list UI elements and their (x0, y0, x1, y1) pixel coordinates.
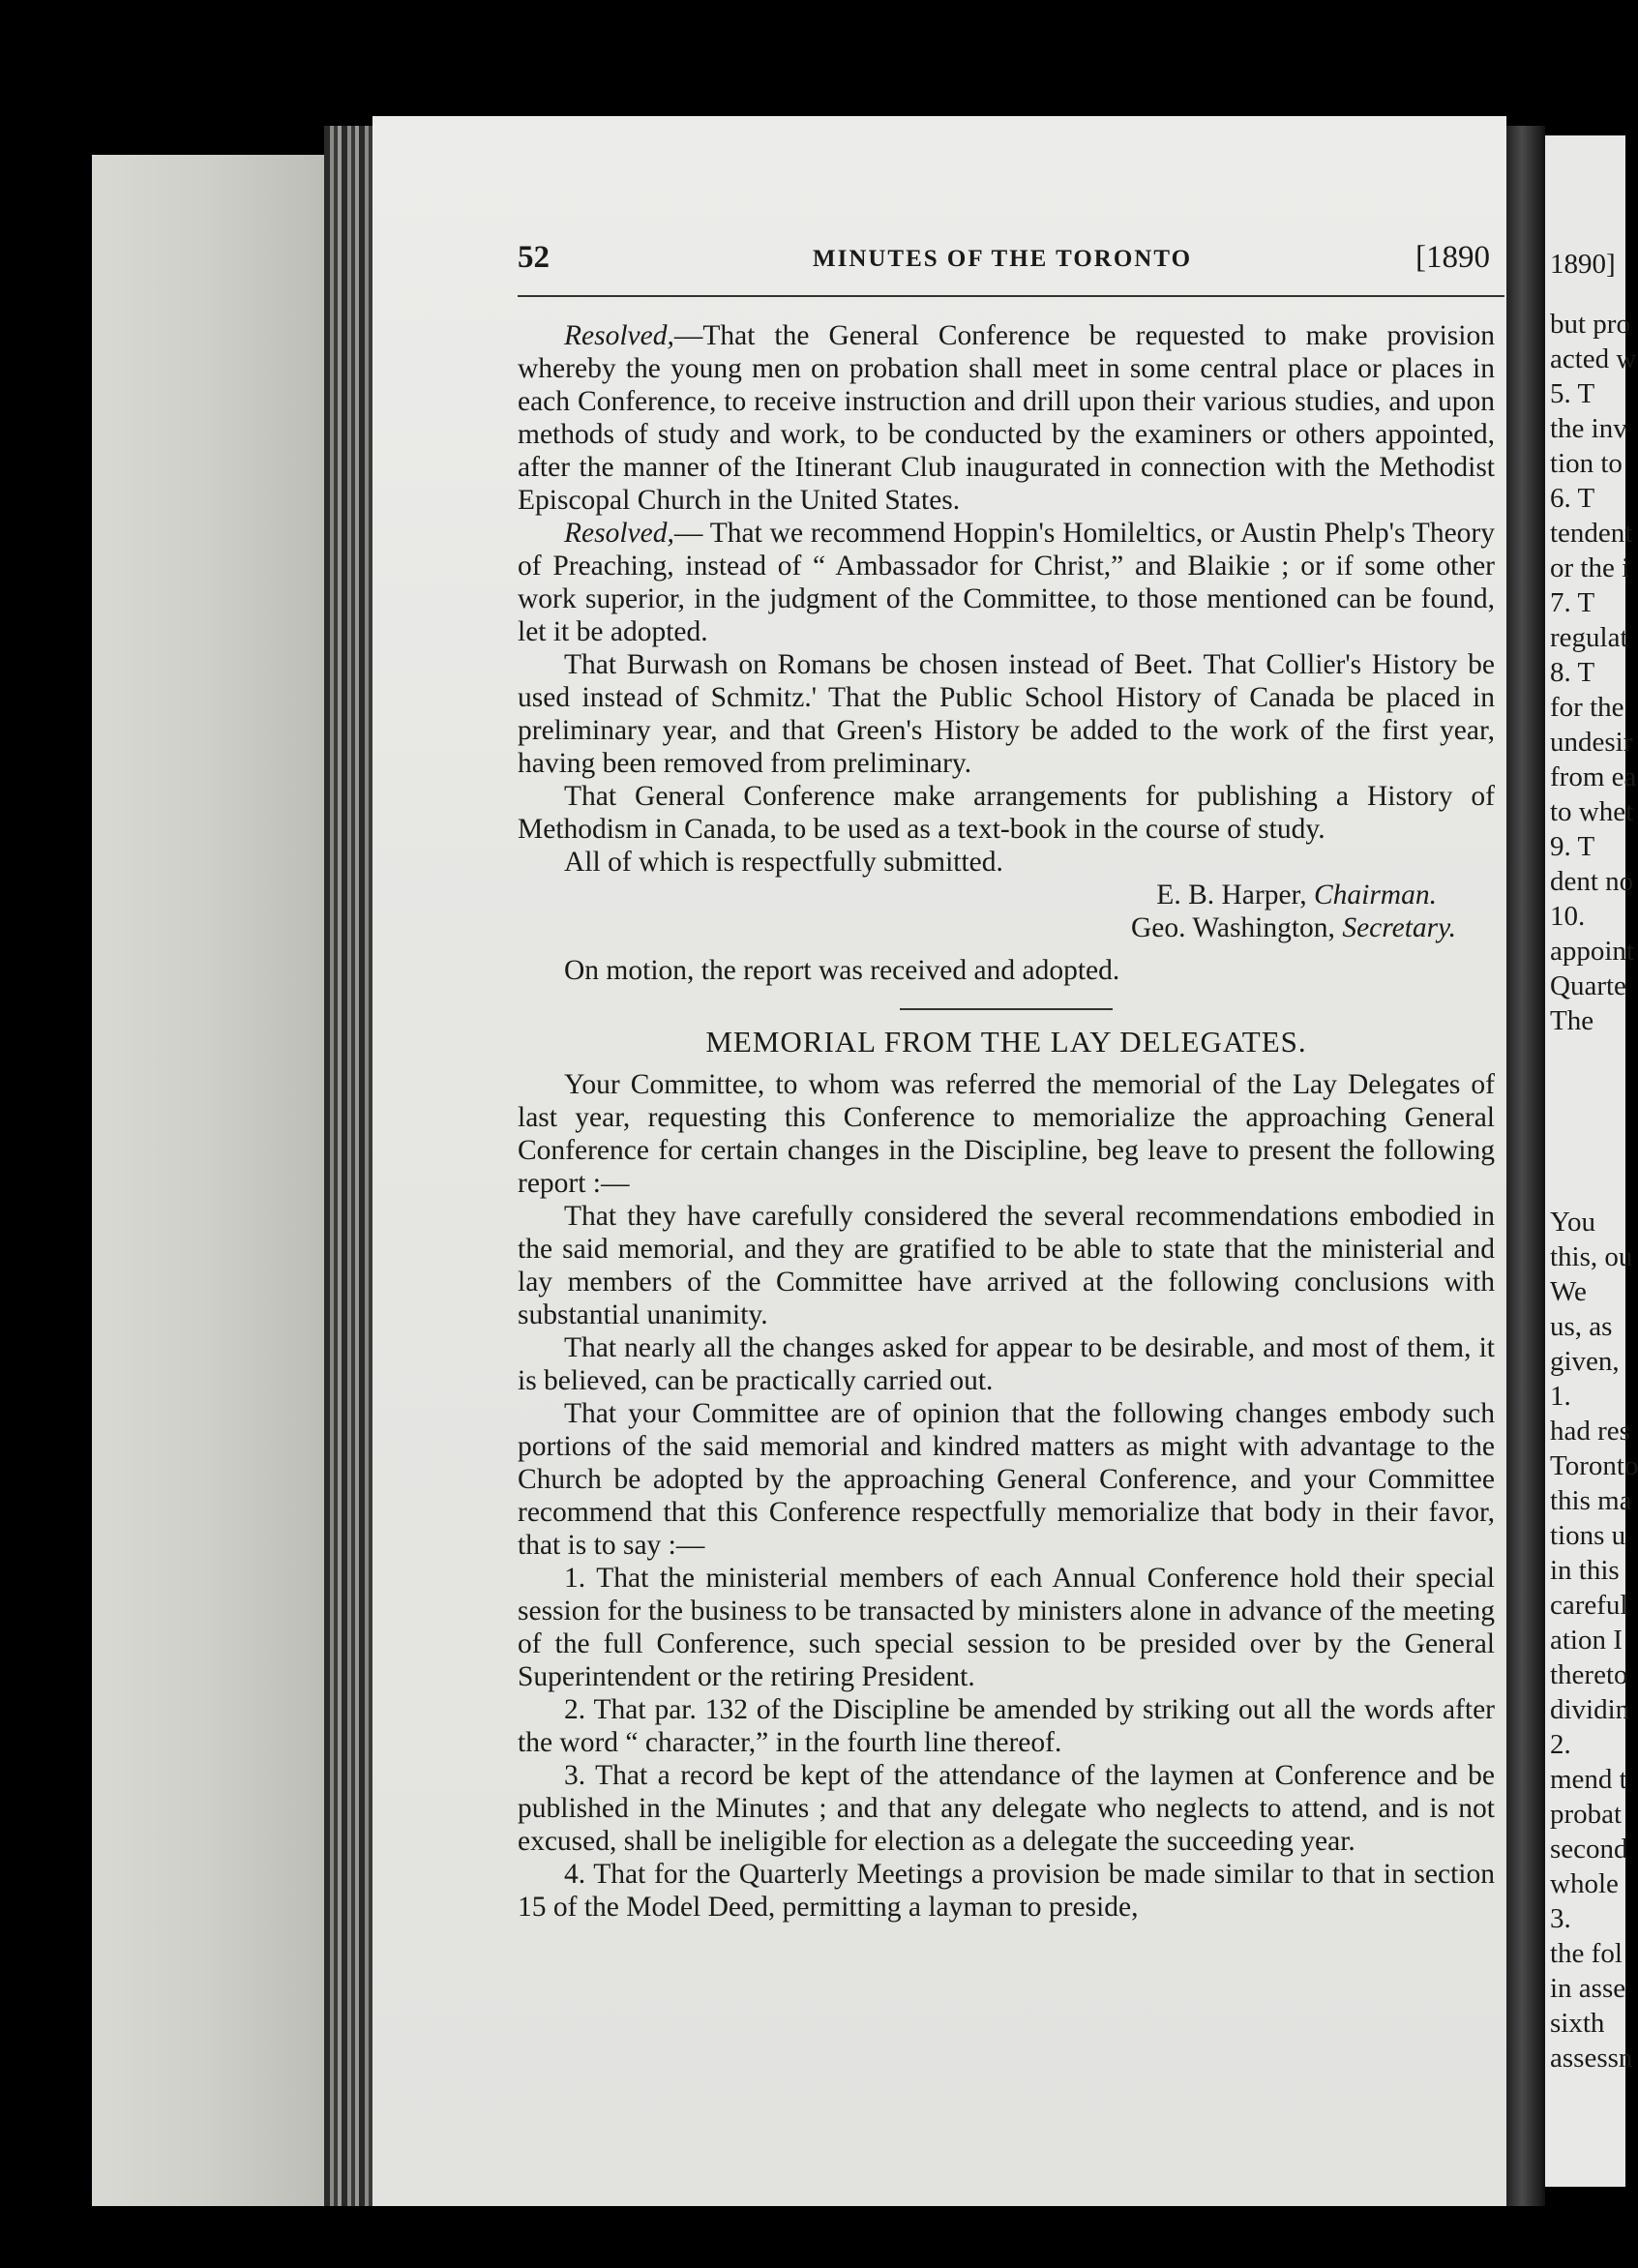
fragment-line: careful (1550, 1590, 1628, 1621)
fragment-line: this, ou (1550, 1241, 1633, 1272)
fragment-line: this ma (1550, 1485, 1632, 1516)
section-divider (900, 1008, 1113, 1010)
fragment-line: the fol (1550, 1938, 1623, 1969)
fragment-line: thereto (1550, 1659, 1628, 1690)
fragment-line: Quarte (1550, 970, 1626, 1001)
fragment-line: 10. (1550, 901, 1586, 932)
fragment-line: 5. T (1550, 378, 1595, 409)
paragraph: That General Conference make arrangements for publishing a History of Methodism in Canada, to be used as a text-book in the course of study. (518, 781, 1495, 845)
fragment-line: ation I (1550, 1625, 1623, 1656)
fragment-line: tions u (1550, 1520, 1626, 1551)
list-item: 1. That the ministerial members of each Annual Conference hold their special session for the business to be transacted by ministers alone in advance of the meeting of the full Conference, such special session to be presided over by the General Superintendent or the retiring President. (518, 1563, 1495, 1692)
header-rule (518, 295, 1504, 297)
fragment-line: 2. (1550, 1729, 1571, 1760)
page-body (518, 319, 1495, 1924)
fragment-line: assessn (1550, 2043, 1633, 2074)
fragment-line: but pro (1550, 309, 1630, 340)
header-year: [1890 (1415, 240, 1490, 275)
fragment-line: had res (1550, 1416, 1630, 1447)
fragment-line: or the i (1550, 552, 1630, 583)
signature-secretary: Geo. Washington, Secretary. (1131, 912, 1456, 943)
page-number: 52 (518, 240, 550, 275)
fragment-line: us, as (1550, 1311, 1613, 1342)
fragment-line: 7. T (1550, 587, 1595, 618)
list-item: 3. That a record be kept of the attendance of the laymen at Conference and be published in the Minutes ; and that any delegate who neglects to attend, and is not excused, shall be ineligible for election as a delegate the succeeding year. (518, 1760, 1495, 1857)
paragraph: That they have carefully considered the several recommendations embodied in the said memorial, and they are gratified to be able to state that the ministerial and lay members of the Committee have arrived at the following conclusions with substantial unanimity. (518, 1201, 1495, 1330)
paragraph: That nearly all the changes asked for appear to be desirable, and most of them, it is believed, can be practically carried out. (518, 1332, 1495, 1396)
fragment-line: for the (1550, 692, 1624, 723)
fragment-line: in this (1550, 1555, 1620, 1586)
fragment-line: probat (1550, 1799, 1623, 1830)
paragraph: Your Committee, to whom was referred the memorial of the Lay Delegates of last year, requesting this Conference to memorialize the approaching General Conference for certain changes in the Discipline, beg leave to present the following report :— (518, 1069, 1495, 1199)
fragment-line: appoint (1550, 936, 1634, 967)
fragment-line: 1. (1550, 1381, 1571, 1412)
right-page-year: 1890] (1550, 249, 1616, 280)
fragment-line: tion to (1550, 448, 1623, 479)
list-item: 4. That for the Quarterly Meetings a provision be made similar to that in section 15 of the Model Deed, permitting a layman to preside, (518, 1859, 1495, 1923)
book-spine (324, 126, 372, 2206)
fragment-line: acted w (1550, 343, 1637, 374)
page-edge-left (92, 155, 324, 2206)
right-page-text (1550, 247, 1638, 2075)
fragment-line: from ea (1550, 761, 1637, 792)
fragment-line: in asse (1550, 1973, 1626, 2004)
fragment-line: The (1550, 1005, 1594, 1036)
fragment-line: You (1550, 1207, 1596, 1238)
fragment-line: Toronto (1550, 1450, 1638, 1481)
page-header (518, 240, 1490, 279)
fragment-line: 8. T (1550, 657, 1595, 688)
fragment-line: mend t (1550, 1764, 1627, 1795)
paragraph: Resolved,—That the General Conference be requested to make provision whereby the young men on probation shall meet in some central place or places in each Conference, to receive instruction and drill upon their various studies, and upon methods of study and work, to be conducted by the examiners or others appointed, after the manner of the Itinerant Club inaugurated in connection with the Methodist Episcopal Church in the United States. (518, 320, 1495, 516)
fragment-line: 6. T (1550, 483, 1595, 514)
signature-chairman: E. B. Harper, Chairman. (1156, 880, 1437, 910)
fragment-line: whole (1550, 1868, 1619, 1899)
fragment-line: We (1550, 1276, 1587, 1307)
fragment-line: dent no (1550, 866, 1634, 897)
fragment-line: to whet (1550, 796, 1634, 827)
paragraph: Resolved,— That we recommend Hoppin's Homileltics, or Austin Phelp's Theory of Preaching, instead of “ Ambassador for Christ,” and Blaikie ; or if some other work superior, in the judgment of the Committee, to those mentioned can be found, let it be adopted. (518, 518, 1495, 647)
fragment-line: 9. T (1550, 831, 1595, 862)
fragment-line: tendent (1550, 518, 1633, 549)
fragment-line: dividin (1550, 1694, 1630, 1725)
fragment-line: sixth (1550, 2008, 1605, 2039)
fragment-line: undesir (1550, 727, 1633, 758)
paragraph: That Burwash on Romans be chosen instead of Beet. That Collier's History be used instead of Schmitz.' That the Public School History of Canada be placed in preliminary year, and that Green's History be added to the work of the first year, having been removed from preliminary. (518, 649, 1495, 779)
fragment-line: second (1550, 1834, 1628, 1865)
book-gutter (1506, 126, 1545, 2206)
fragment-line: given, (1550, 1346, 1620, 1377)
paragraph: That your Committee are of opinion that the following changes embody such portions of the said memorial and kindred matters as might with advantage to the Church be adopted by the approaching General Conference, and your Committee recommend that this Conference respectfully memorialize that body in their favor, that is to say :— (518, 1398, 1495, 1561)
list-item: 2. That par. 132 of the Discipline be amended by striking out all the words after the word “ character,” in the fourth line thereof. (518, 1694, 1495, 1758)
section-heading: MEMORIAL FROM THE LAY DELEGATES. (705, 1025, 1307, 1059)
fragment-line: regulat (1550, 622, 1628, 653)
fragment-line: the inv (1550, 413, 1627, 444)
motion-text: On motion, the report was received and adopted. (564, 955, 1120, 986)
paragraph: All of which is respectfully submitted. (564, 847, 1003, 878)
fragment-line: 3. (1550, 1903, 1571, 1934)
running-title: MINUTES OF THE TORONTO (813, 246, 1193, 272)
